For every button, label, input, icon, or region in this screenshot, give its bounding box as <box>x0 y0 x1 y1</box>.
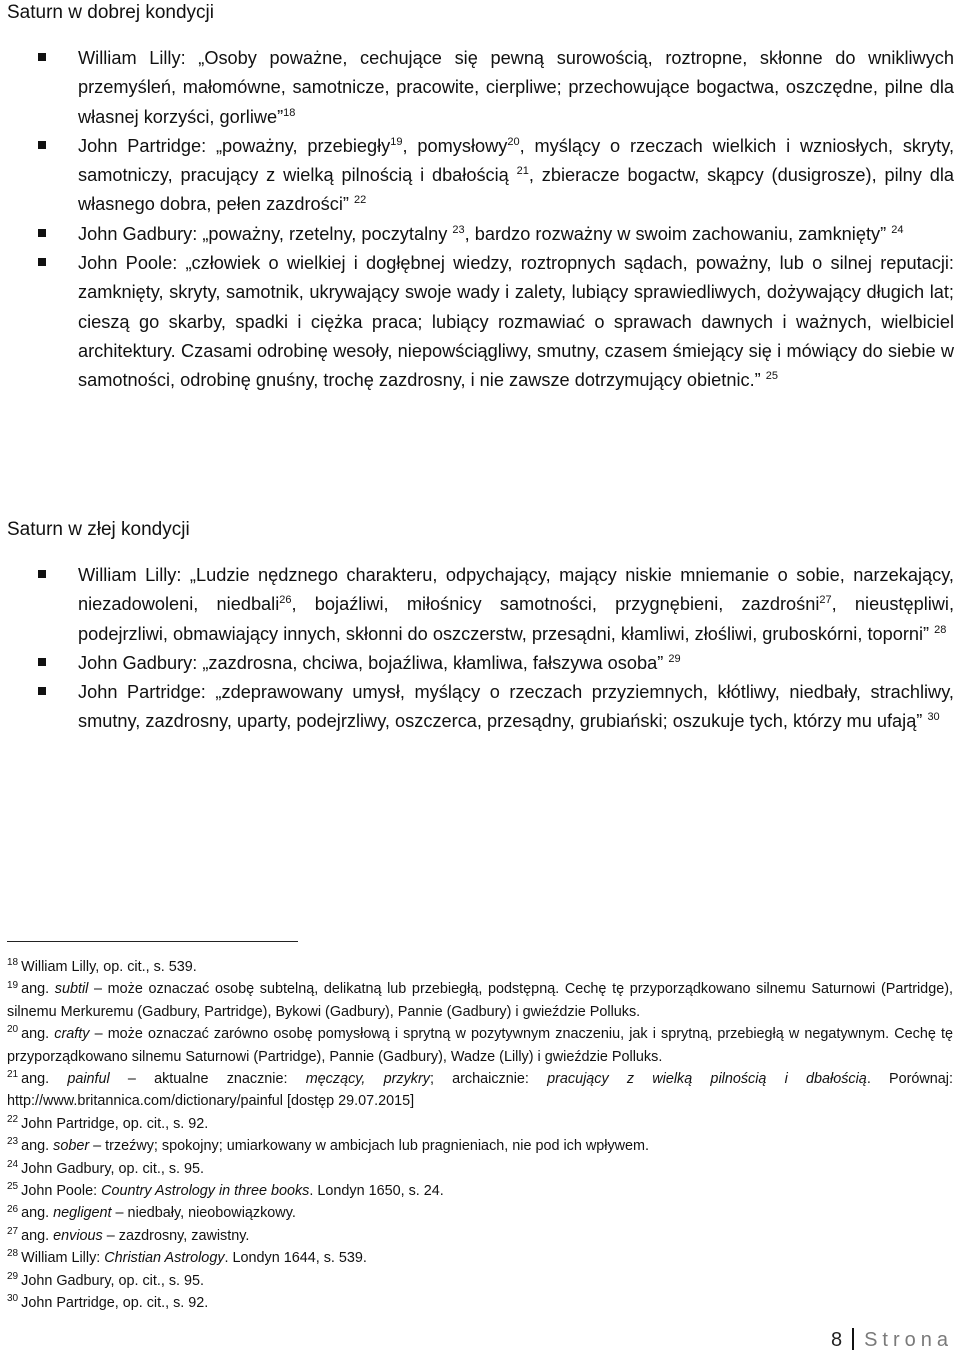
footnote-text: John Partridge, op. cit., s. 92. <box>21 1115 209 1132</box>
footnote-ref[interactable]: 21 <box>516 165 529 178</box>
footnote-number: 29 <box>7 1270 19 1282</box>
footnote-number: 19 <box>7 979 19 991</box>
footnote-text: John Gadbury, op. cit., s. 95. <box>21 1272 205 1289</box>
footnote-ref[interactable]: 30 <box>927 711 940 724</box>
footnote-24 <box>7 1158 953 1180</box>
footnote-text: ang. envious – zazdrosny, zawistny. <box>21 1227 250 1244</box>
bad-quotes-list <box>38 561 954 737</box>
footnote-20 <box>7 1023 953 1068</box>
footnote-number: 21 <box>7 1069 19 1081</box>
footnote-ref[interactable]: 28 <box>934 623 947 636</box>
footnote-19 <box>7 978 953 1023</box>
section-title-good: Saturn w dobrej kondycji <box>7 2 214 23</box>
footnote-18 <box>7 956 953 978</box>
footnote-number: 24 <box>7 1158 19 1170</box>
footnote-number: 20 <box>7 1024 19 1036</box>
bullet-icon <box>38 570 46 578</box>
footnote-text: ang. crafty – może oznaczać zarówno osobę pomysłową i sprytną w pozytywnym znaczeniu, jak i sprytną, przebiegłą w negatywnym. Cechę tę przyporządkowano silnemu Saturnowi (Partridge), Pannie (Gadbury), Wadze (Lilly) i gwieździe Polluks. <box>7 1026 953 1065</box>
footnote-number: 26 <box>7 1203 19 1215</box>
footnote-28 <box>7 1247 953 1269</box>
footnote-30 <box>7 1292 953 1314</box>
footnote-text: William Lilly, op. cit., s. 539. <box>21 959 197 975</box>
footnote-text: John Gadbury, op. cit., s. 95. <box>21 1160 205 1177</box>
page-footer <box>831 1328 953 1352</box>
footnote-ref[interactable]: 29 <box>668 652 681 665</box>
footnote-number: 28 <box>7 1248 19 1260</box>
bullet-icon <box>38 658 46 666</box>
footnote-ref[interactable]: 25 <box>765 370 778 383</box>
footnote-ref[interactable]: 22 <box>354 194 367 207</box>
list-item: John Partridge: „zdeprawowany umysł, myślący o rzeczach przyziemnych, kłótliwy, niedbały, strachliwy, smutny, zazdrosny, uparty, podejrzliwy, oszczerca, przesądny, grubiański; oszukuje tych, którzy mu ufają” $^{30}$ <box>38 678 954 737</box>
good-quotes-list <box>38 44 954 396</box>
page-number: 8 <box>830 1329 843 1351</box>
footnote-text: John Poole: Country Astrology in three books. Londyn 1650, s. 24. <box>21 1183 444 1200</box>
footnote-text: ang. negligent – niedbały, nieobowiązkowy. <box>21 1205 296 1222</box>
footnote-ref[interactable]: 27 <box>819 594 832 607</box>
list-item: John Poole: „człowiek o wielkiej i dogłębnej wiedzy, roztropnych sądach, poważny, lub o silnej reputacji: zamknięty, skryty, samotnik, ukrywający swoje wady i zalety, lubiący sprawiedliwych, dożywający długich lat; cieszą go skarby, spadki i ciężka praca; lubiący rozmawiać o sprawach dawnych i ważnych, wielbiciel architektury. Czasami odrobinę wesoły, niepowściągliwy, smutny, czasem śmiejący się i mówiący do siebie w samotności, odrobinę gnuśny, trochę zazdrosny, i nie zawsze dotrzymujący obietnic.” $^{25}$ <box>38 249 954 395</box>
footnote-ref[interactable]: 26 <box>279 594 292 607</box>
list-item: William Lilly: „Osoby poważne, cechujące się pewną surowością, roztropne, skłonne do wnikliwych przemyśleń, małomówne, samotnicze, pracowite, cierpliwe; przechowujące bogactwa, oszczędne, pilne dla własnej korzyści, gorliwe”$^{18}$ <box>38 44 954 132</box>
footnote-number: 22 <box>7 1114 19 1126</box>
list-item: William Lilly: „Ludzie nędznego charakteru, odpychający, mający niskie mniemanie o sobie, narzekający, niezadowoleni, niedbali$^{26}$, bojaźliwi, miłośnicy samotności, przygnębieni, zazdrośni$^{27}$, nieustępliwi, podejrzliwi, obmawiający innych, skłonni do oszczerstw, przesądni, kłamliwi, złośliwi, gruboskórni, toporni” $^{28}$ <box>38 561 954 649</box>
footnote-text: William Lilly: Christian Astrology. Londyn 1644, s. 539. <box>21 1250 367 1267</box>
footnote-23 <box>7 1135 953 1157</box>
list-item: John Partridge: „poważny, przebiegły$^{19}$, pomysłowy$^{20}$, myślący o rzeczach wielkich i wzniosłych, skryty, samotniczy, pracujący z wielką pilnością i dbałością $^{21}$, zbieracze bogactw, skąpcy (dusigrosze), pilny dla własnego dobra, pełen zazdrości” $^{22}$ <box>38 132 954 220</box>
footnote-text: John Partridge, op. cit., s. 92. <box>21 1295 209 1312</box>
page-label: Strona <box>864 1329 953 1351</box>
footnote-ref[interactable]: 23 <box>452 223 465 236</box>
list-item: John Gadbury: „poważny, rzetelny, poczytalny $^{23}$, bardzo rozważny w swoim zachowaniu, zamknięty” $^{24}$ <box>38 220 954 249</box>
footnote-number: 30 <box>7 1293 19 1305</box>
bullet-icon <box>38 687 46 695</box>
footnote-25 <box>7 1180 953 1202</box>
footnote-number: 25 <box>7 1181 19 1193</box>
footer-divider <box>852 1328 854 1350</box>
footnote-ref[interactable]: 24 <box>891 223 904 236</box>
footnote-text: ang. painful – aktualne znacznie: męczący, przykry; archaicznie: pracujący z wielką pilnością i dbałością. Porównaj: http://www.britannica.com/dictionary/painful [dostęp 29.07.2015] <box>7 1071 953 1110</box>
footnote-27 <box>7 1225 953 1247</box>
footnote-separator <box>7 941 298 942</box>
list-item: John Gadbury: „zazdrosna, chciwa, bojaźliwa, kłamliwa, fałszywa osoba” $^{29}$ <box>38 649 954 678</box>
footnotes <box>7 956 953 1315</box>
section-title-bad: Saturn w złej kondycji <box>7 519 190 540</box>
footnote-number: 27 <box>7 1226 19 1238</box>
footnote-22 <box>7 1113 953 1135</box>
footnote-number: 18 <box>7 957 19 969</box>
footnote-ref[interactable]: 20 <box>507 135 520 148</box>
bullet-icon <box>38 229 46 237</box>
footnote-29 <box>7 1270 953 1292</box>
footnote-21 <box>7 1068 953 1113</box>
footnote-ref[interactable]: 18 <box>283 106 296 119</box>
footnote-ref[interactable]: 19 <box>390 135 403 148</box>
bullet-icon <box>38 53 46 61</box>
footnote-26 <box>7 1202 953 1224</box>
bullet-icon <box>38 141 46 149</box>
footnote-text: ang. subtil – może oznaczać osobę subtelną, delikatną lub przebiegłą, podstępną. Cechę tę przyporządkowano silnemu Saturnowi (Partridge), silnemu Merkuremu (Gadbury, Partridge), Bykowi (Gadbury), Pannie (Gadbury) i gwieździe Polluks. <box>7 981 953 1020</box>
footnote-text: ang. sober – trzeźwy; spokojny; umiarkowany w ambicjach lub pragnieniach, nie pod ich wpływem. <box>21 1138 650 1155</box>
bullet-icon <box>38 258 46 266</box>
footnote-number: 23 <box>7 1136 19 1148</box>
